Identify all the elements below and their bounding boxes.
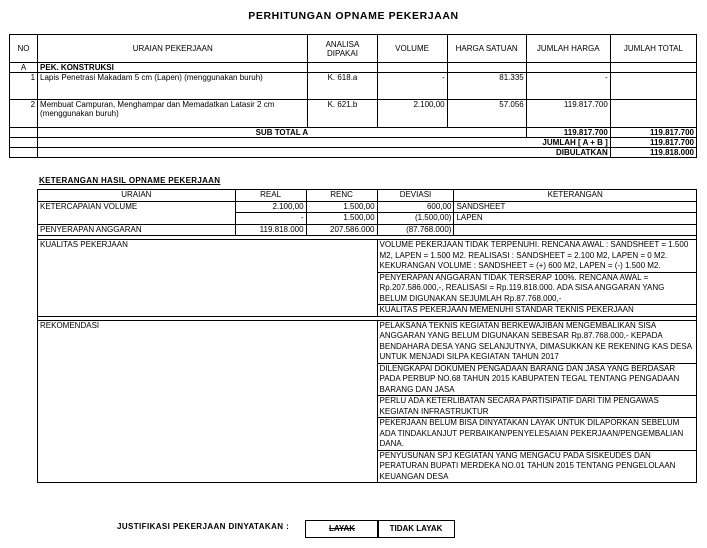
- col-header-uraian: URAIAN: [38, 190, 236, 202]
- col-header-harga-satuan: HARGA SATUAN: [447, 35, 526, 63]
- penyerapan-label: PENYERAPAN ANGGARAN: [38, 224, 236, 236]
- document-title: PERHITUNGAN OPNAME PEKERJAAN: [248, 10, 459, 22]
- real-value: 2.100,00: [235, 201, 306, 213]
- subtotal-jumlah: 119.817.700: [526, 128, 610, 138]
- table-row: [10, 100, 697, 128]
- row-analisa: K. 618.a: [308, 73, 377, 100]
- col-header-analisa: ANALISA DIPAKAI: [308, 35, 377, 63]
- kualitas-item: VOLUME PEKERJAAN TIDAK TERPENUHI. RENCANA AWAL : SANDSHEET = 1.500 M2, LAPEN = 1.500 M2. REALISASI : SANDSHEET = 2.100 M2, LAPEN = 0 M2. KEKURANGAN VOLUME : SANDSHEET = (+) 600 M2, LAPEN = (-) 1.500 M2.: [377, 240, 696, 273]
- subtotal-total: 119.817.700: [610, 128, 696, 138]
- table-row: [38, 224, 697, 236]
- kualitas-label: KUALITAS PEKERJAAN: [38, 240, 378, 317]
- dibulatkan-label: DIBULATKAN: [38, 148, 611, 158]
- row-volume: 2.100,00: [377, 100, 447, 128]
- dibulatkan-row: [10, 148, 697, 158]
- row-harga: 57.056: [447, 100, 526, 128]
- deviasi-value: (87.768.000): [377, 224, 454, 236]
- deviasi-value: (1.500,00): [377, 213, 454, 225]
- real-value: -: [235, 213, 306, 225]
- rekomendasi-label: REKOMENDASI: [38, 320, 378, 483]
- col-header-deviasi: DEVIASI: [377, 190, 454, 202]
- renc-value: 207.586.000: [306, 224, 377, 236]
- kualitas-item: PENYERAPAN ANGGARAN TIDAK TERSERAP 100%. RENCANA AWAL = Rp.207.586.000,-, REALISASI = Rp.119.818.000. ADA SISA ANGGARAN YANG BELUM DIGUNAKAN SEJUMLAH Rp.87.768.000,-: [377, 272, 696, 305]
- row-no: 2: [10, 100, 38, 128]
- real-value: 119.818.000: [235, 224, 306, 236]
- section-label: PEK. KONSTRUKSI: [38, 63, 308, 73]
- table-row: [38, 201, 697, 213]
- kualitas-item: KUALITAS PEKERJAAN MEMENUHI STANDAR TEKNIS PEKERJAAN: [377, 305, 696, 317]
- rekomendasi-item: DILENGKAPAI DOKUMEN PENGADAAN BARANG DAN JASA YANG BERDASAR PADA PERBUP NO.68 TAHUN 2015 KABUPATEN TEGAL TENTANG PENGADAAN BARANG DAN JASA: [377, 363, 696, 396]
- keterangan-table: [37, 189, 697, 483]
- row-jumlah: -: [526, 73, 610, 100]
- row-harga: 81.335: [447, 73, 526, 100]
- justifikasi-label: JUSTIFIKASI PEKERJAAN DINYATAKAN :: [117, 522, 290, 531]
- jumlah-ab-row: [10, 138, 697, 148]
- row-total: [610, 73, 696, 100]
- rekomendasi-item: PELAKSANA TEKNIS KEGIATAN BERKEWAJIBAN MENGEMBALIKAN SISA ANGGARAN YANG BELUM DIGUNAKAN SEBESAR Rp.87.768.000,- KEPADA BENDAHARA DESA YANG SELANJUTNYA, DIMASUKKAN KE REKENING KAS DESA UNTUK MENJADI SILPA KEGIATAN TAHUN 2017: [377, 320, 696, 363]
- row-total: [610, 100, 696, 128]
- table-row: [38, 240, 697, 273]
- rekomendasi-item: PERLU ADA KETERLIBATAN SECARA PARTISIPATIF DARI TIM PENGAWAS KEGIATAN INFRASTRUKTUR: [377, 396, 696, 418]
- col-header-jumlah-total: JUMLAH TOTAL: [610, 35, 696, 63]
- keterangan-value: SANDSHEET: [454, 201, 697, 213]
- section-row: [10, 63, 697, 73]
- jumlah-ab-total: 119.817.700: [610, 138, 696, 148]
- row-volume: -: [377, 73, 447, 100]
- subtotal-label: SUB TOTAL A: [38, 128, 527, 138]
- renc-value: 1.500,00: [306, 213, 377, 225]
- col-header-jumlah-harga: JUMLAH HARGA: [526, 35, 610, 63]
- jumlah-ab-label: JUMLAH [ A + B ]: [38, 138, 611, 148]
- keterangan-value: LAPEN: [454, 213, 697, 225]
- section-code: A: [10, 63, 38, 73]
- rekomendasi-item: PEKERJAAN BELUM BISA DINYATAKAN LAYAK UNTUK DILAPORKAN SEBELUM ADA TINDAKLANJUT PERBAIKAN/PENYELESAIAN PEKERJAAN/PENGEMBALIAN DANA.: [377, 418, 696, 451]
- section-heading: KETERANGAN HASIL OPNAME PEKERJAAN: [39, 176, 221, 185]
- dibulatkan-total: 119.818.000: [610, 148, 696, 158]
- row-no: 1: [10, 73, 38, 100]
- col-header-keterangan: KETERANGAN: [454, 190, 697, 202]
- col-header-uraian: URAIAN PEKERJAAN: [38, 35, 308, 63]
- row-uraian: Lapis Penetrasi Makadam 5 cm (Lapen) (menggunakan buruh): [38, 73, 308, 100]
- col-header-renc: RENC: [306, 190, 377, 202]
- ketercapaian-label: KETERCAPAIAN VOLUME: [38, 201, 236, 224]
- option-layak: LAYAK: [305, 520, 379, 538]
- opname-table: [9, 34, 697, 158]
- renc-value: 1.500,00: [306, 201, 377, 213]
- col-header-no: NO: [10, 35, 38, 63]
- table-row: [38, 320, 697, 363]
- option-tidak-layak: TIDAK LAYAK: [377, 520, 455, 538]
- col-header-real: REAL: [235, 190, 306, 202]
- rekomendasi-item: PENYUSUNAN SPJ KEGIATAN YANG MENGACU PADA SISKEUDES DAN PERATURAN BUPATI MERDEKA NO.01 TAHUN 2015 TENTANG PENGELOLAAN KEUANGAN DESA: [377, 450, 696, 483]
- row-uraian: Membuat Campuran, Menghampar dan Memadatkan Latasir 2 cm (menggunakan buruh): [38, 100, 308, 128]
- subtotal-row: [10, 128, 697, 138]
- row-jumlah: 119.817.700: [526, 100, 610, 128]
- table-header-row: [38, 190, 697, 202]
- col-header-volume: VOLUME: [377, 35, 447, 63]
- table-header-row: [10, 35, 697, 63]
- table-row: [10, 73, 697, 100]
- row-analisa: K. 621.b: [308, 100, 377, 128]
- deviasi-value: 600,00: [377, 201, 454, 213]
